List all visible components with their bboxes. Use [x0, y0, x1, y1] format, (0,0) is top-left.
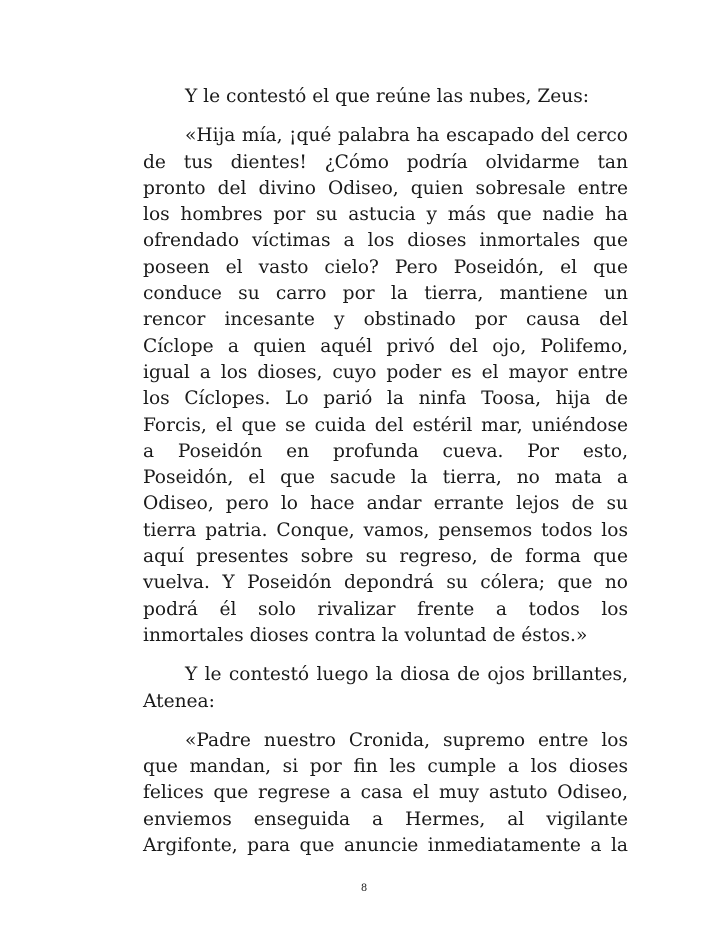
text-line: poseen el vasto cielo? Pero Poseidón, el que: [143, 256, 628, 278]
page-body: [101, 84, 628, 872]
paragraph-zeus-intro: [101, 84, 628, 110]
text-line: los Cíclopes. Lo parió la ninfa Toosa, hija de: [143, 388, 628, 410]
text-line: «Hija mía, ¡qué palabra ha escapado del cerco: [185, 125, 628, 147]
text-line: Poseidón, el que sacude la tierra, no mata a: [143, 467, 628, 489]
page-number: 8: [360, 883, 368, 894]
text-line: enviemos enseguida a Hermes, al vigilante: [143, 808, 628, 830]
text-line: tierra patria. Conque, vamos, pensemos todos los: [143, 519, 628, 541]
text-line: conduce su carro por la tierra, mantiene un: [143, 283, 628, 305]
text-line: felices que regrese a casa el muy astuto Odiseo,: [143, 782, 628, 804]
text-line: Odiseo, pero lo hace andar errante lejos de su: [143, 493, 628, 515]
text-line: inmortales dioses contra la voluntad de éstos.»: [143, 624, 588, 646]
text-line: podrá él solo rivalizar frente a todos los: [143, 598, 628, 620]
text-line: Cíclope a quien aquél privó del ojo, Polifemo,: [143, 335, 628, 357]
paragraph-atenea-intro: [101, 662, 628, 715]
text-line: «Padre nuestro Cronida, supremo entre los: [185, 729, 628, 751]
paragraph-atenea-speech: [101, 728, 628, 859]
text-line: Y le contestó luego la diosa de ojos brillantes,: [185, 664, 628, 686]
text-line: ofrendado víctimas a los dioses inmortales que: [143, 230, 628, 252]
text-line: vuelva. Y Poseidón depondrá su cólera; que no: [143, 572, 628, 594]
text-line: Y le contestó el que reúne las nubes, Zeus:: [185, 86, 590, 107]
text-line: rencor incesante y obstinado por causa del: [143, 309, 628, 331]
text-line: de tus dientes! ¿Cómo podría olvidarme tan: [143, 151, 628, 173]
text-line: pronto del divino Odiseo, quien sobresale entre: [143, 177, 628, 199]
text-line: aquí presentes sobre su regreso, de forma que: [143, 546, 628, 568]
text-line: Argifonte, para que anuncie inmediatamente a la: [143, 835, 628, 857]
text-line: Atenea:: [143, 690, 215, 712]
text-line: que mandan, si por fin les cumple a los dioses: [143, 756, 628, 778]
text-line: Forcis, el que se cuida del estéril mar, uniéndose: [143, 414, 628, 436]
text-line: los hombres por su astucia y más que nadie ha: [143, 204, 628, 226]
text-line: a Poseidón en profunda cueva. Por esto,: [143, 440, 628, 462]
text-line: igual a los dioses, cuyo poder es el mayor entre: [143, 361, 628, 383]
paragraph-zeus-speech: [101, 123, 628, 649]
